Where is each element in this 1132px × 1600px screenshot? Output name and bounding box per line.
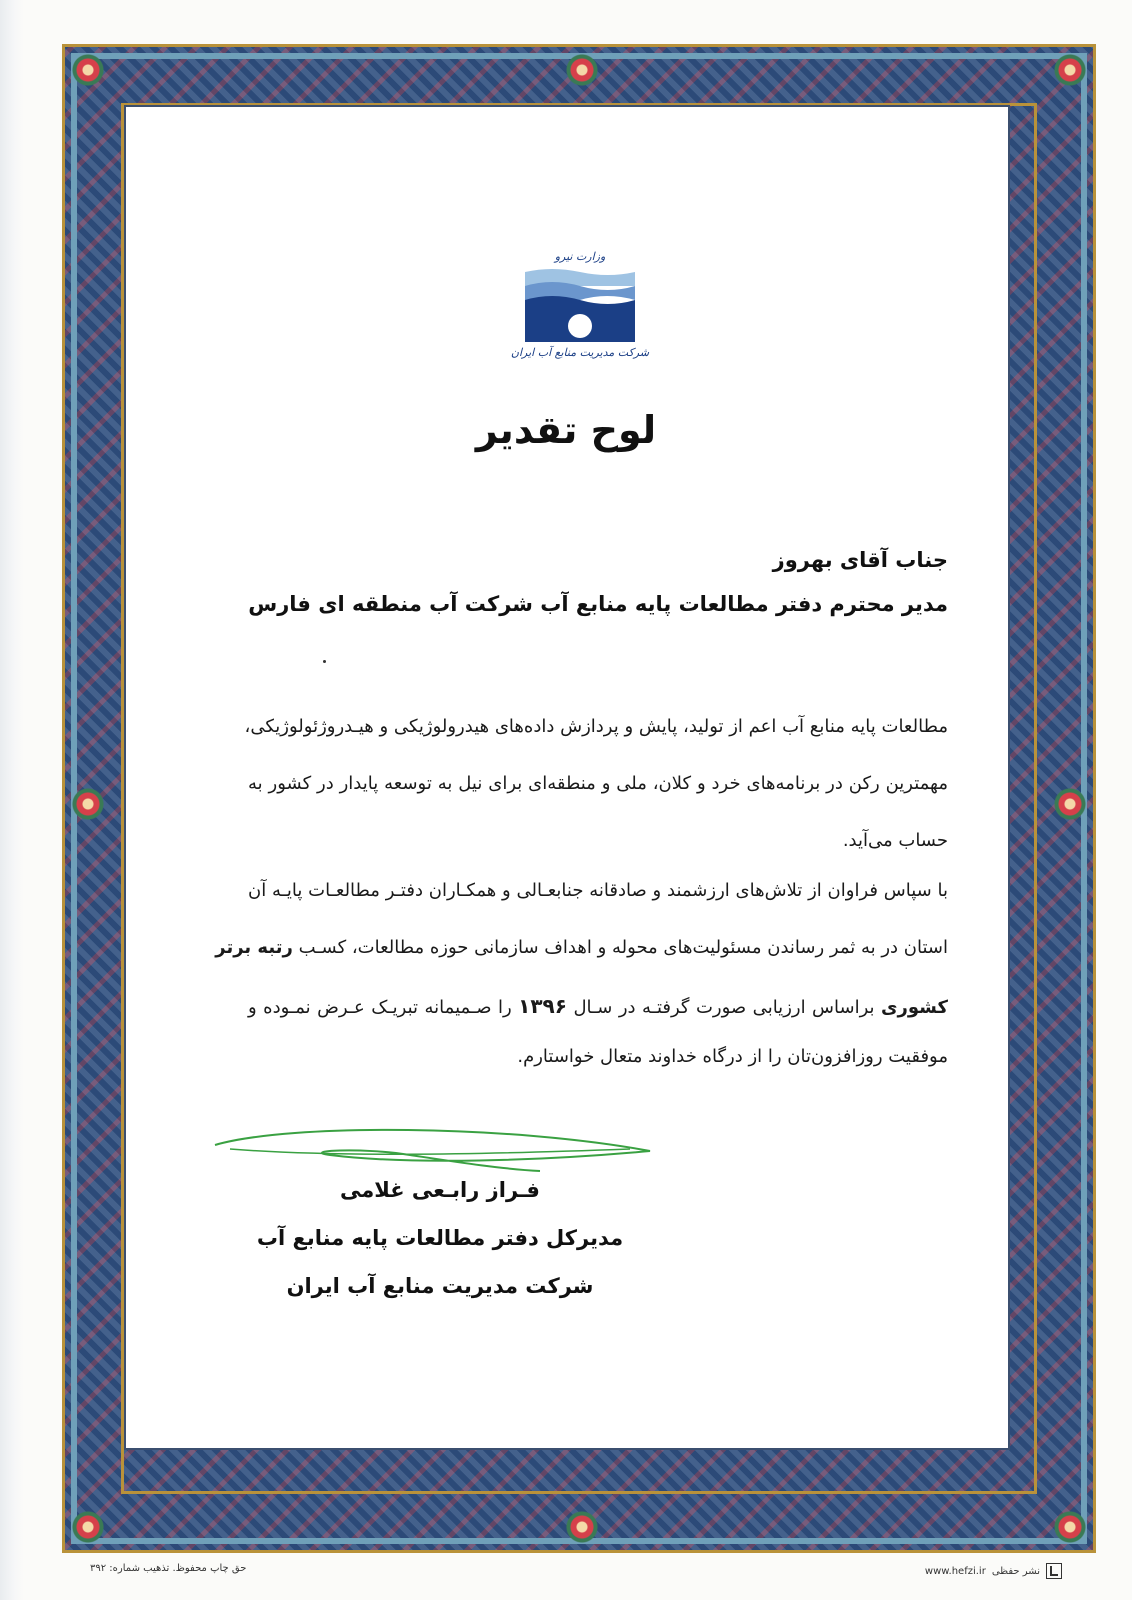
corner-medallion <box>71 53 105 87</box>
body-line-5 <box>215 937 948 958</box>
logo-company-text: شرکت مدیریت منابع آب ایران <box>510 346 650 359</box>
body-line-4: با سپاس فراوان از تلاش‌های ارزشمند و صادقانه جنابعـالی و همکـاران دفتـر مطالعـات پایـه آن <box>248 880 948 901</box>
body-text: براساس ارزیابی صورت گرفتـه در سـال <box>573 997 875 1018</box>
addressee-position: مدیر محترم دفتر مطالعات پایه منابع آب شرکت آب منطقه ای فارس <box>248 592 948 616</box>
body-text: را صـمیمانه تبریـک عـرض نمـوده و <box>248 997 512 1018</box>
body-line-7: موفقیت روزافزون‌تان را از درگاه خداوند متعال خواستارم. <box>517 1046 948 1067</box>
footer-publisher <box>925 1563 1062 1579</box>
body-text: استان در به ثمر رساندن مسئولیت‌های محوله و اهداف سازمانی حوزه مطالعات، کسـب <box>298 937 948 958</box>
signatory-position: مدیرکل دفتر مطالعات پایه منابع آب <box>256 1226 624 1250</box>
logo-ministry-text: وزارت نیرو <box>554 250 606 263</box>
publisher-name: نشر حفظی <box>991 1565 1040 1577</box>
top-medallion <box>565 53 599 87</box>
side-medallion <box>71 787 105 821</box>
footer-copyright: حق چاپ محفوظ. تذهیب شماره: ۳۹۲ <box>90 1563 247 1574</box>
dot-mark <box>323 660 326 663</box>
corner-medallion <box>1053 53 1087 87</box>
body-line-2: مهمترین رکن در برنامه‌های خرد و کلان، ملی و منطقه‌ای برای نیل به توسعه پایدار در کشور به <box>248 773 948 794</box>
signatory-name: فـراز رابـعی غلامی <box>340 1178 540 1202</box>
publisher-website: www.hefzi.ir <box>924 1565 986 1577</box>
paper-edge <box>0 0 24 1600</box>
water-management-logo <box>510 250 650 370</box>
side-medallion <box>1053 787 1087 821</box>
body-line-3: حساب می‌آید. <box>842 830 948 851</box>
addressee-name: جناب آقای بهروز <box>772 548 948 572</box>
signatory-organization: شرکت مدیریت منابع آب ایران <box>286 1274 594 1298</box>
year-highlight: ۱۳۹۶ <box>518 994 567 1018</box>
body-line-6 <box>248 994 948 1018</box>
certificate-title: لوح تقدیر <box>475 408 657 452</box>
corner-medallion <box>71 1510 105 1544</box>
national-highlight: کشوری <box>881 997 948 1018</box>
corner-medallion <box>1053 1510 1087 1544</box>
publisher-logo-icon <box>1046 1563 1062 1579</box>
water-waves-icon <box>525 266 635 342</box>
body-line-1: مطالعات پایه منابع آب اعم از تولید، پایش و پردازش داده‌های هیدرولوژیکی و هیـدروژئولوژیکی، <box>244 716 948 737</box>
rank-highlight: رتبه برتر <box>215 937 293 958</box>
bottom-medallion <box>565 1510 599 1544</box>
